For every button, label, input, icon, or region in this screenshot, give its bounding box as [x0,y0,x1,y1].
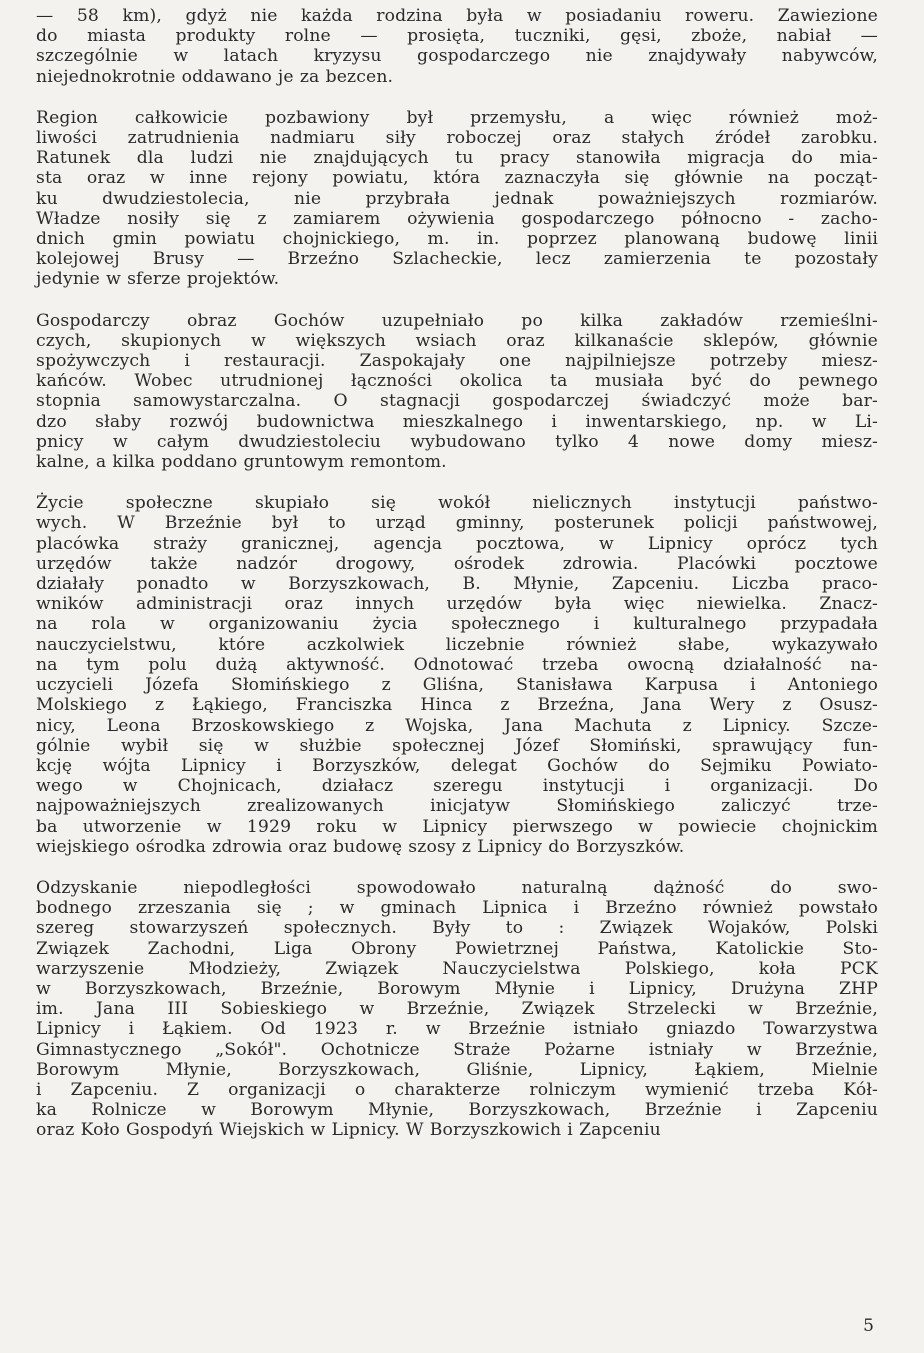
text-line: w Borzyszkowach, Brzeźnie, Borowym Młynie i Lipnicy, Drużyna ZHP [36,978,878,999]
text-line: Lipnicy i Łąkiem. Od 1923 r. w Brzeźnie istniało gniazdo Towarzystwa [36,1019,878,1040]
paragraph [36,6,878,87]
text-line: jedynie w sferze projektów. [36,269,280,290]
text-line: wego w Chojnicach, działacz szeregu instytucji i organizacji. Do [36,776,878,797]
text-line: Borowym Młynie, Borzyszkowach, Gliśnie, Lipnicy, Łąkiem, Mielnie [36,1059,878,1080]
text-line: ka Rolnicze w Borowym Młynie, Borzyszkowach, Brzeźnie i Zapceniu [36,1100,878,1121]
text-line: Życie społeczne skupiało się wokół nielicznych instytucji państwo- [36,493,878,514]
text-line: na rola w organizowaniu życia społecznego i kulturalnego przypadała [36,614,878,635]
text-line: oraz Koło Gospodyń Wiejskich w Lipnicy. W Borzyszkowich i Zapceniu [36,1120,661,1141]
text-line: szereg stowarzyszeń społecznych. Były to : Związek Wojaków, Polski [36,918,878,939]
text-line: kalne, a kilka poddano gruntowym remontom. [36,452,447,473]
text-line: spożywczych i restauracji. Zaspokajały one najpilniejsze potrzeby miesz- [36,351,878,372]
document-page [36,6,878,1162]
text-line: nicy, Leona Brzoskowskiego z Wojska, Jana Machuta z Lipnicy. Szcze- [36,715,878,736]
text-line: Region całkowicie pozbawiony był przemysłu, a więc również moż- [36,107,878,128]
text-line: placówka straży granicznej, agencja pocztowa, w Lipnicy oprócz tych [36,533,878,554]
text-line: Gospodarczy obraz Gochów uzupełniało po kilka zakładów rzemieślni- [36,310,878,331]
text-line: kcję wójta Lipnicy i Borzyszków, delegat Gochów do Sejmiku Powiato- [36,755,878,776]
text-line: dnich gmin powiatu chojnickiego, m. in. poprzez planowaną budowę linii [36,229,878,250]
text-line: kolejowej Brusy — Brzeźno Szlacheckie, lecz zamierzenia te pozostały [36,249,878,270]
text-line: Odzyskanie niepodległości spowodowało naturalną dążność do swo- [36,877,878,898]
text-line: Związek Zachodni, Liga Obrony Powietrznej Państwa, Katolickie Sto- [36,938,878,959]
text-line: Gimnastycznego „Sokół". Ochotnicze Straże Pożarne istniały w Brzeźnie, [36,1039,878,1060]
text-line: stopnia samowystarczalna. O stagnacji gospodarczej świadczyć może bar- [36,391,878,412]
text-line: warzyszenie Młodzieży, Związek Nauczycielstwa Polskiego, koła PCK [36,958,878,979]
paragraph [36,311,878,473]
text-line: wych. W Brzeźnie był to urząd gminny, posterunek policji państwowej, [36,513,878,534]
text-line: do miasta produkty rolne — prosięta, tuczniki, gęsi, zboże, nabiał — [36,26,878,47]
text-line: pnicy w całym dwudziestoleciu wybudowano tylko 4 nowe domy miesz- [36,431,878,452]
text-line: szczególnie w latach kryzysu gospodarczego nie znajdywały nabywców, [36,46,878,67]
text-line: niejednokrotnie oddawano je za bezcen. [36,66,394,87]
text-line: kańców. Wobec utrudnionej łączności okolica ta musiała być do pewnego [36,371,878,392]
text-line: dzo słaby rozwój budownictwa mieszkalnego i inwentarskiego, np. w Li- [36,411,878,432]
page-number: 5 [863,1316,874,1336]
text-line: nauczycielstwu, które aczkolwiek liczebnie również słabe, wykazywało [36,634,878,655]
text-line: Władze nosiły się z zamiarem ożywienia gospodarczego północno - zacho- [36,208,878,229]
text-line: Ratunek dla ludzi nie znajdujących tu pracy stanowiła migracja do mia- [36,148,878,169]
text-line: gólnie wybił się w służbie społecznej Józef Słomiński, sprawujący fun- [36,735,878,756]
text-line: im. Jana III Sobieskiego w Brzeźnie, Związek Strzelecki w Brzeźnie, [36,999,878,1020]
text-line: czych, skupionych w większych wsiach oraz kilkanaście sklepów, głównie [36,330,878,351]
paragraph [36,878,878,1141]
text-line: działały ponadto w Borzyszkowach, B. Młynie, Zapceniu. Liczba praco- [36,574,878,595]
text-line: uczycieli Józefa Słomińskiego z Gliśna, Stanisława Karpusa i Antoniego [36,675,878,696]
text-line: i Zapceniu. Z organizacji o charakterze rolniczym wymienić trzeba Kół- [36,1079,878,1100]
text-line: — 58 km), gdyż nie każda rodzina była w posiadaniu roweru. Zawiezione [36,6,878,26]
text-line: ku dwudziestolecia, nie przybrała jednak poważniejszych rozmiarów. [36,188,878,209]
text-line: Molskiego z Łąkiego, Franciszka Hinca z Brzeźna, Jana Wery z Osusz- [36,695,878,716]
text-line: bodnego zrzeszania się ; w gminach Lipnica i Brzeźno również powstało [36,898,878,919]
text-line: wników administracji oraz innych urzędów była więc niewielka. Znacz- [36,594,878,615]
paragraph [36,493,878,857]
text-line: na tym polu dużą aktywność. Odnotować trzeba owocną działalność na- [36,654,878,675]
text-line: urzędów także nadzór drogowy, ośrodek zdrowia. Placówki pocztowe [36,553,878,574]
text-line: liwości zatrudnienia nadmiaru siły roboczej oraz stałych źródeł zarobku. [36,128,878,149]
text-line: ba utworzenie w 1929 roku w Lipnicy pierwszego w powiecie chojnickim [36,816,878,837]
paragraph [36,108,878,290]
text-line: najpoważniejszych zrealizowanych inicjatyw Słomińskiego zaliczyć trze- [36,796,878,817]
text-line: wiejskiego ośrodka zdrowia oraz budowę szosy z Lipnicy do Borzyszków. [36,836,685,857]
text-line: sta oraz w inne rejony powiatu, która zaznaczyła się głównie na począt- [36,168,878,189]
